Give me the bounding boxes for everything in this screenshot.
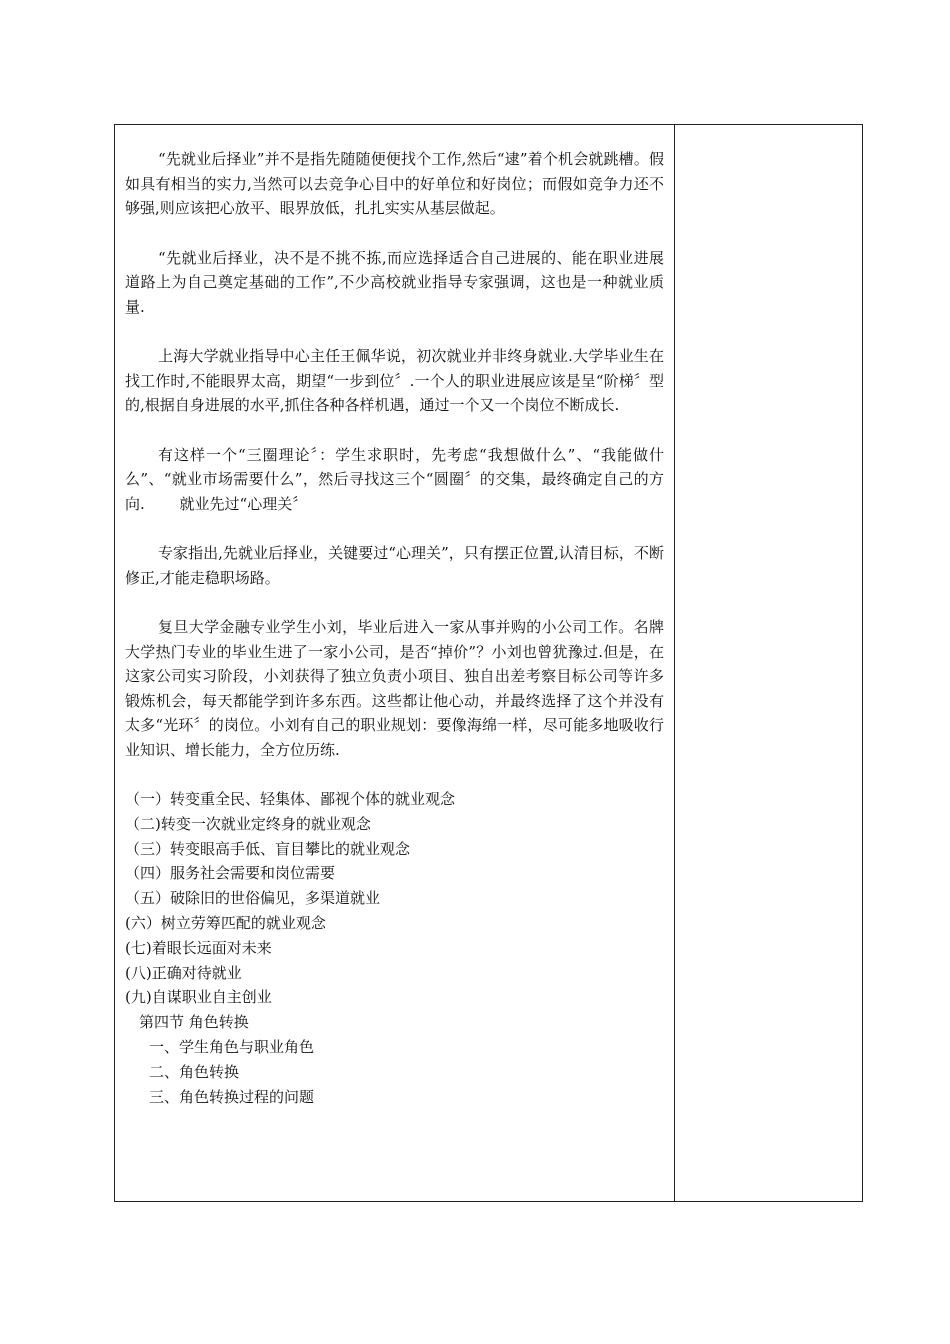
paragraph: 复旦大学金融专业学生小刘，毕业后进入一家从事并购的小公司工作。名牌大学热门专业的毕业生进了一家小公司，是否“掉价”？小刘也曾犹豫过.但是，在这家公司实习阶段，小刘获得了独立负责小项目、独自出差考察目标公司等许多锻炼机会，每天都能学到许多东西。这些都让他心动，并最终选择了这个并没有太多“光环〞的岗位。小刘有自己的职业规划：要像海绵一样，尽可能多地吸收行业知识、增长能力，全方位历练. [125, 618, 664, 759]
list-item: （四）服务社会需要和岗位需要 [125, 864, 336, 883]
section-item: 二、角色转换 [149, 1062, 240, 1081]
paragraph: 专家指出,先就业后择业，关键要过“心理关”，只有摆正位置,认清目标，不断修正,才能走稳职场路。 [125, 544, 664, 587]
paragraph: “先就业后择业”并不是指先随随便便找个工作,然后“逮”着个机会就跳槽。假如具有相当的实力,当然可以去竞争心目中的好单位和好岗位；而假如竞争力还不够强,则应该把心放平、眼界放低，扎扎实实从基层做起。 [125, 150, 664, 217]
list-item: （三）转变眼高手低、盲目攀比的就业观念 [125, 839, 411, 858]
paragraph: “先就业后择业，决不是不挑不拣,而应选择适合自己进展的、能在职业进展道路上为自己奠定基础的工作”,不少高校就业指导专家强调，这也是一种就业质量. [125, 248, 664, 316]
list-item: （一）转变重全民、轻集体、鄙视个体的就业观念 [125, 790, 456, 808]
list-item: (七)着眼长远面对未来 [125, 938, 272, 957]
main-content-cell [115, 125, 675, 1201]
list-item: (九)自谋职业自主创业 [125, 988, 272, 1007]
list-item: (六）树立劳筹匹配的就业观念 [125, 913, 326, 932]
paragraph: 上海大学就业指导中心主任王佩华说，初次就业并非终身就业.大学毕业生在找工作时,不能眼界太高，期望“一步到位〞.一个人的职业进展应该是呈“阶梯〞型的,根据自身进展的水平,抓住各种各样机遇，通过一个又一个岗位不断成长. [125, 347, 664, 414]
concept-list [125, 787, 664, 1109]
list-item: （二)转变一次就业定终身的就业观念 [125, 814, 371, 833]
list-item: (八)正确对待就业 [125, 963, 242, 982]
document-table [114, 124, 863, 1202]
paragraph: 有这样一个“三圈理论〞：学生求职时，先考虑“我想做什么”、“我能做什么”、“就业市场需要什么”，然后寻找这三个“圆圈〞的交集，最终确定自己的方向. 就业先过“心理关〞 [125, 445, 664, 513]
section-item: 一、学生角色与职业角色 [149, 1037, 315, 1056]
notes-cell [675, 125, 862, 1201]
section-item: 三、角色转换过程的问题 [149, 1087, 315, 1106]
list-item: （五）破除旧的世俗偏见，多渠道就业 [125, 889, 381, 908]
section-title: 第四节 角色转换 [139, 1013, 249, 1032]
